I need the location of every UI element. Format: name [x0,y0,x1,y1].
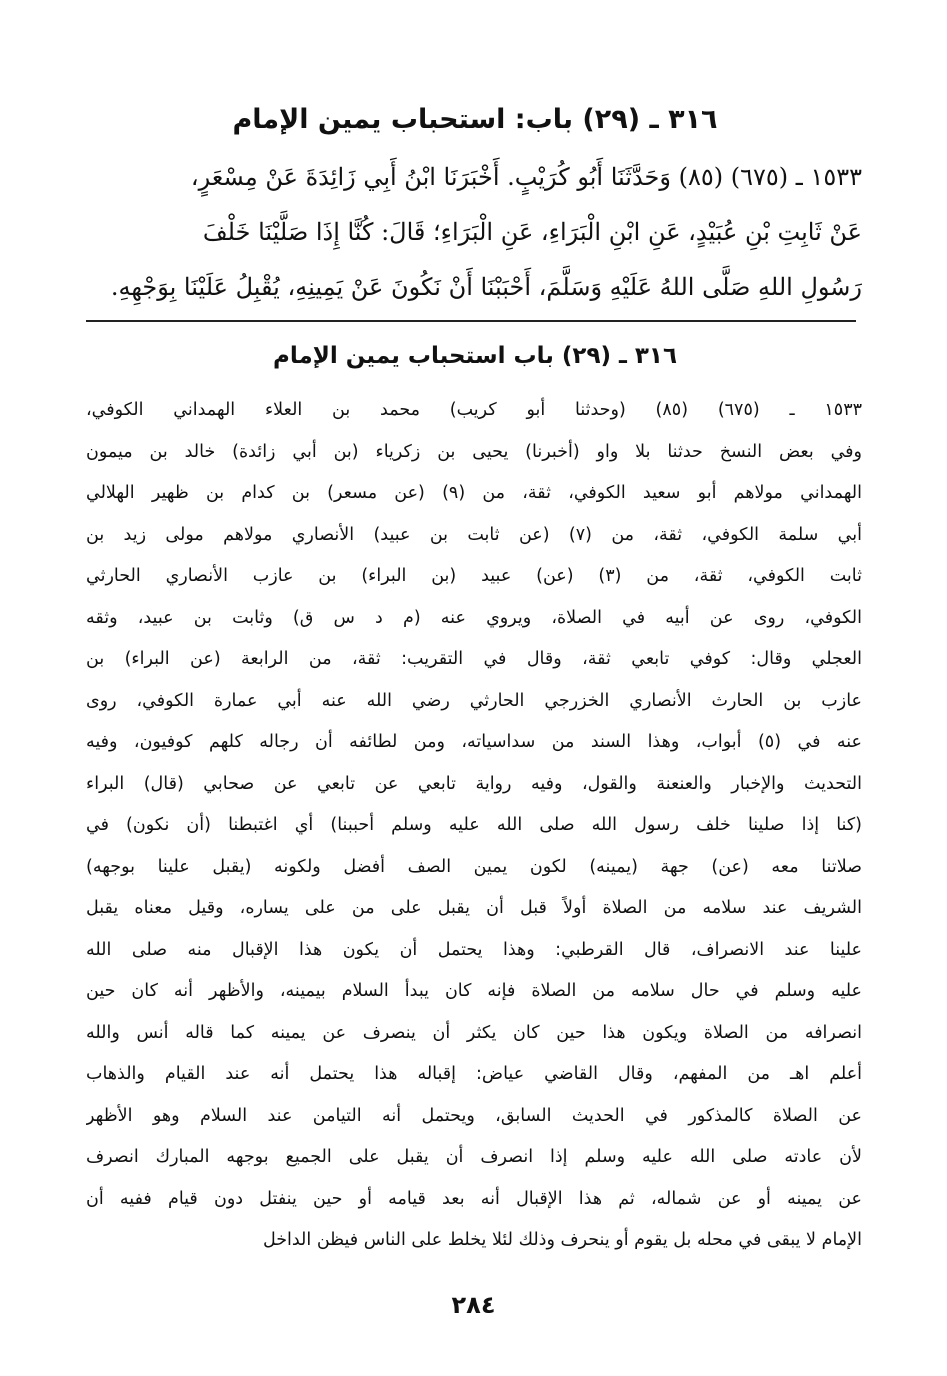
hadith-line: رَسُولِ اللهِ صَلَّى اللهُ عَلَيْهِ وَسَلَّمَ، أَحْبَبْنَا أَنْ نَكُونَ عَنْ يَمِينِهِ، يُقْبِلُ عَلَيْنَا بِوَجْهِهِ. [110,273,862,301]
commentary-line: ١٥٣٣ ـ (٦٧٥) (٨٥) (وحدثنا أبو كريب) محمد بن العلاء الهمداني الكوفي، [86,400,862,420]
commentary-line: أعلم اهـ من المفهم، وقال القاضي عياض: إقباله هذا يحتمل أنه عند القيام والذهاب [86,1064,862,1084]
commentary-chapter-title: ٣١٦ ـ (٢٩) باب استحباب يمين الإمام [272,343,677,369]
section-divider [86,320,856,322]
commentary-text [86,390,862,1262]
hadith-line: ١٥٣٣ ـ (٦٧٥) (٨٥) وَحَدَّثَنَا أَبُو كُرَيْبٍ. أَخْبَرَنَا ابْنُ أَبِي زَائِدَةَ عَنْ مِسْعَرٍ، [190,163,862,191]
commentary-line: علينا عند الانصراف، قال القرطبي: وهذا يحتمل أن يكون هذا الإقبال منه صلى الله [86,939,862,960]
commentary-line: عازب بن الحارث الأنصاري الخزرجي الحارثي رضي الله عنه أبي عمارة الكوفي، روى [86,690,862,711]
commentary-line: الشريف عند سلامه من الصلاة أولاً قبل أن يقبل على من على يساره، وقيل معناه يقبل [86,898,862,918]
commentary-line: عن يمينه أو عن شماله، ثم هذا الإقبال أنه بعد قيامه أو حين ينفتل دون قيام ففيه أن [86,1188,862,1209]
commentary-line: التحديث والإخبار والعنعنة والقول، وفيه رواية تابعي عن تابعي عن صحابي (قال) البراء [86,773,862,794]
commentary-line: صلاتنا معه (عن) جهة (يمينه) لكون يمين الصف أفضل ولكونه (يقبل علينا بوجهه) [86,856,862,877]
commentary-line: انصرافه من الصلاة ويكون هذا حين كان يكثر أن ينصرف عن يمينه كما قاله أنس والله [86,1022,862,1043]
commentary-line: العجلي وقال: كوفي تابعي ثقة، وقال في التقريب: ثقة، من الرابعة (عن البراء) بن [86,649,862,669]
commentary-line: وفي بعض النسخ حدثنا بلا واو (أخبرنا) يحيى بن زكرياء (بن أبي زائدة) خالد بن ميمون [86,441,862,462]
commentary-line: لأن عادته صلى الله عليه وسلم إذا انصرف أن يقبل على الجميع بوجهه المبارك انصرف [86,1147,862,1167]
hadith-text [85,150,862,315]
commentary-line: الإمام لا يبقى في محله بل يقوم أو ينحرف وذلك لئلا يخلط على الناس فيظن الداخل [262,1230,862,1250]
commentary-line: الهمداني مولاهم أبو سعيد الكوفي، ثقة، من (٩) (عن مسعر) بن كدام بن ظهير الهلالي [86,483,862,503]
commentary-line: ثابت الكوفي، ثقة، من (٣) (عن) عبيد (بن البراء) بن عازب الأنصاري الحارثي [86,566,862,586]
commentary-line: (كنا إذا صلينا خلف رسول الله صلى الله عليه وسلم أحببنا) أي اغتبطنا (أن نكون) في [86,815,862,835]
commentary-line: الكوفي، روى عن أبيه في الصلاة، ويروي عنه (م د س ق) وثابت بن عبيد، وثقه [86,607,862,628]
commentary-line: عنه في (٥) أبواب، وهذا السند من سداسياته، ومن لطائفه أن رجاله كلهم كوفيون، وفيه [86,732,862,752]
commentary-line: عن الصلاة كالمذكور في الحديث السابق، ويحتمل أنه التيامن عند السلام وهو الأظهر [86,1105,862,1126]
hadith-chapter-title: ٣١٦ ـ (٢٩) باب: استحباب يمين الإمام [232,104,718,135]
page-number: ٢٨٤ [451,1291,496,1319]
commentary-line: عليه وسلم في حال سلامه من الصلاة فإنه كان يبدأ السلام بيمينه، والأظهر أنه كان حين [86,981,862,1001]
hadith-line: عَنْ ثَابِتِ بْنِ عُبَيْدٍ، عَنِ ابْنِ الْبَرَاءِ، عَنِ الْبَرَاءِ؛ قَالَ: كُنَّا إِذَا صَلَّيْنَا خَلْفَ [202,218,862,246]
commentary-line: أبي سلمة الكوفي، ثقة، من (٧) (عن ثابت بن عبيد) الأنصاري مولاهم مولى زيد بن [86,524,862,545]
